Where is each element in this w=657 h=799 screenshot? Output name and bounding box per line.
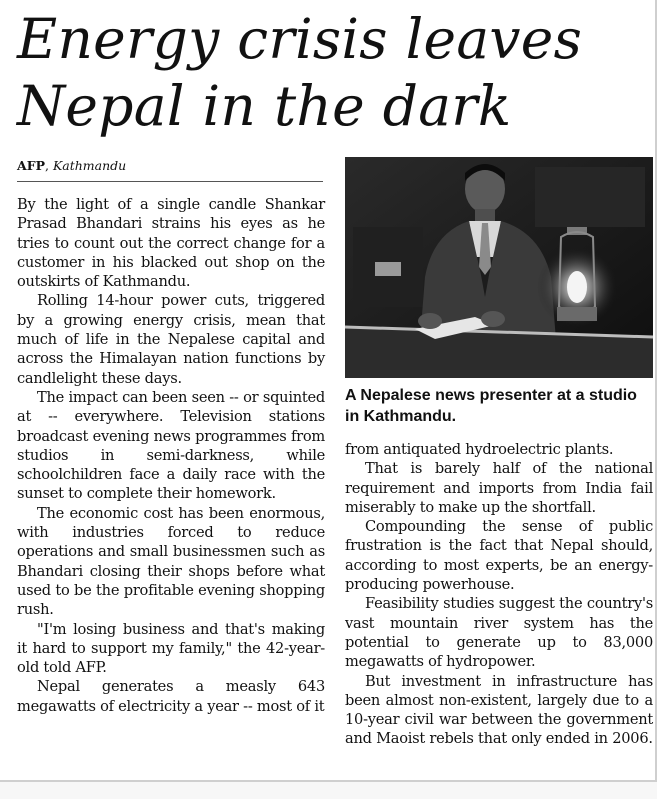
paragraph: Rolling 14-hour power cuts, triggered by a growing energy crisis, mean that much of life in the Nepalese capital and across the Himalayan nation functions by candlelight these days. xyxy=(17,292,325,387)
paragraph: Compounding the sense of public frustration is the fact that Nepal should, according to most experts, be an energy-producing powerhouse. xyxy=(345,518,653,594)
paragraph: But investment in infrastructure has been almost non-existent, largely due to a 10-year civil war between the government and Maoist rebels that only ended in 2006. xyxy=(345,672,653,748)
headline-line-2: Nepal in the dark xyxy=(17,74,512,138)
paragraph: The economic cost has been enormous, with industries forced to reduce operations and small businessmen such as Bhandari closing their shops before what used to be the profitable evening shopping rush. xyxy=(17,504,325,619)
photo-illustration xyxy=(345,157,653,378)
news-presenter-photo xyxy=(345,157,653,378)
byline: AFP, Kathmandu xyxy=(17,158,127,173)
headline xyxy=(17,6,647,140)
photo-caption: A Nepalese news presenter at a studio in Kathmandu. xyxy=(345,387,637,425)
paragraph: By the light of a single candle Shankar Prasad Bhandari strains his eyes as he tries to count out the correct change for a customer in his blacked out shop on the outskirts of Kathmandu. xyxy=(17,196,325,291)
article-column-right xyxy=(345,440,653,749)
paragraph: Nepal generates a measly 643 megawatts of electricity a year -- most of it xyxy=(17,678,325,715)
paragraph: Feasibility studies suggest the country's vast mountain river system has the potential to generate up to 83,000 megawatts of hydropower. xyxy=(345,595,653,671)
paragraph: "I'm losing business and that's making it hard to support my family," the 42-year-old told AFP. xyxy=(17,620,325,677)
paragraph: The impact can been seen -- or squinted at -- everywhere. Television stations broadcast evening news programmes from studios in semi-darkness, while schoolchildren face a daily race with the sunset to complete their homework. xyxy=(17,388,325,503)
byline-agency: AFP xyxy=(17,158,45,173)
paragraph: That is barely half of the national requirement and imports from India fail miserably to make up the shortfall. xyxy=(345,460,653,516)
headline-line-1: Energy crisis leaves xyxy=(17,7,583,71)
paragraph: from antiquated hydroelectric plants. xyxy=(345,441,614,458)
byline-place: Kathmandu xyxy=(52,158,127,173)
article-column-left xyxy=(17,195,325,716)
byline-divider xyxy=(17,181,323,182)
